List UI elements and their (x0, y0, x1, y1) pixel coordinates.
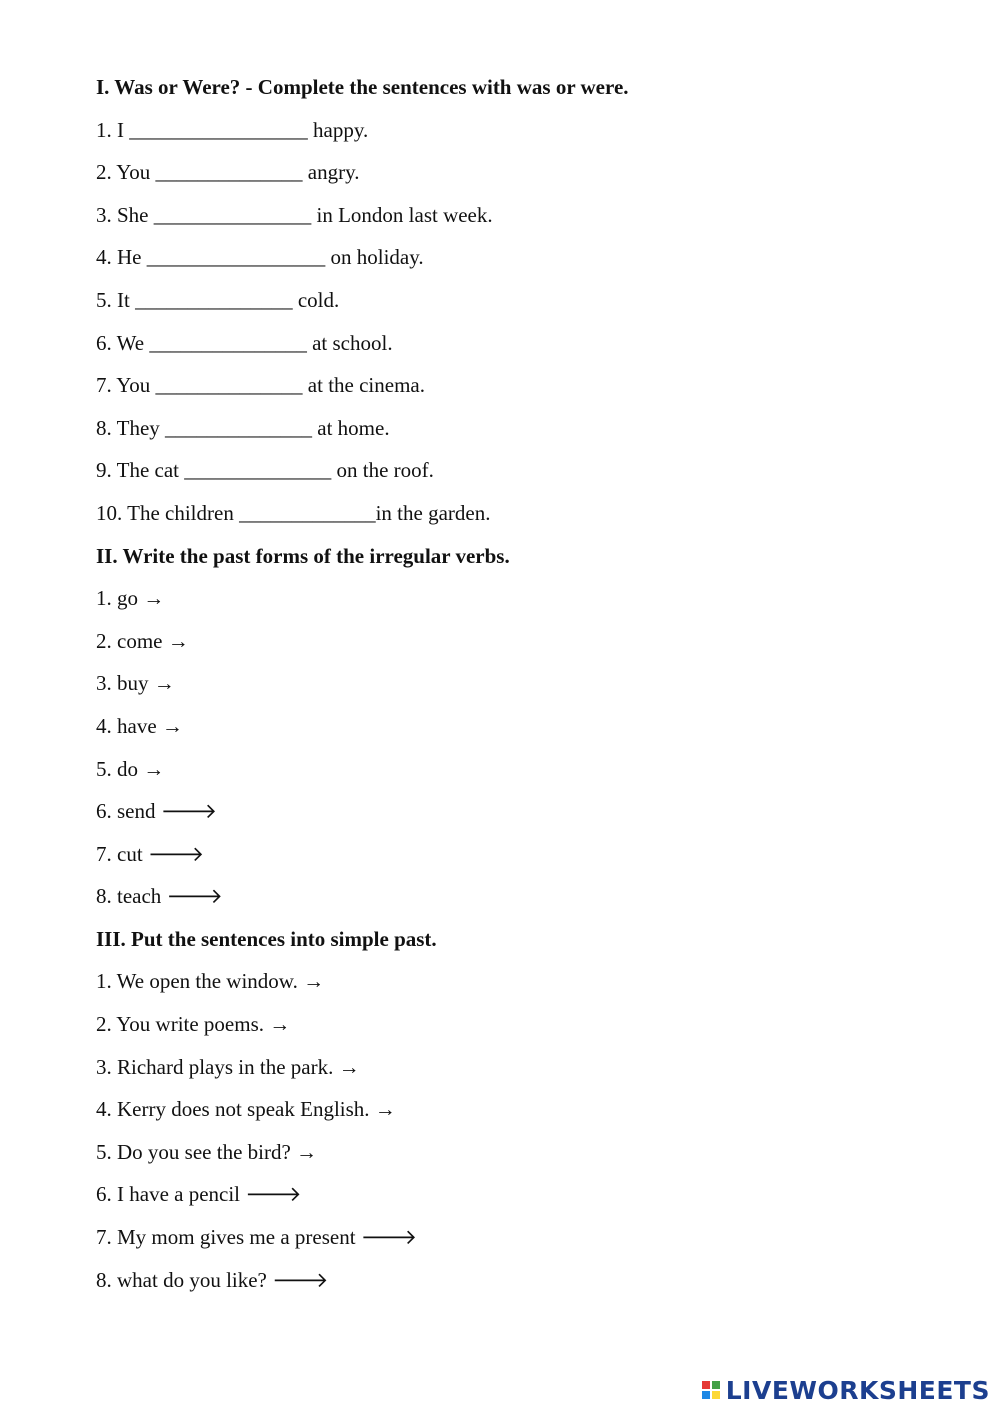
exercise-1-item-6 (96, 324, 956, 367)
answer-blank[interactable]: _______________ (149, 330, 307, 355)
item-text-before: 5. It (96, 287, 136, 312)
liveworksheets-logo (702, 1375, 990, 1405)
logo-block-green (712, 1381, 720, 1389)
answer-blank[interactable]: ______________ (155, 373, 303, 398)
item-text-after: happy. (307, 117, 369, 142)
verb-item-2: 2. come → (96, 628, 189, 653)
exercise-1-item-2 (96, 153, 956, 196)
logo-text: LIVEWORKSHEETS (725, 1375, 990, 1405)
item-text-before: 6. We (96, 330, 150, 355)
answer-blank[interactable]: ______________ (155, 160, 303, 185)
sentence-item-5: 5. Do you see the bird? → (96, 1139, 318, 1164)
item-text-after: at the cinema. (302, 373, 425, 398)
sentence-item-4: 4. Kerry does not speak English. → (96, 1097, 396, 1122)
logo-block-blue (702, 1391, 710, 1399)
exercise-1-item-3 (96, 196, 956, 239)
item-text-before: 1. I (96, 117, 130, 142)
section-2-heading: II. Write the past forms of the irregular verbs. (96, 543, 510, 568)
section-3-heading: III. Put the sentences into simple past. (96, 926, 437, 951)
verb-item-8: 8. teach 🡒 (96, 884, 223, 909)
item-text-after: on holiday. (325, 245, 424, 270)
item-text-before: 7. You (96, 373, 156, 398)
verb-item-1: 1. go → (96, 586, 165, 611)
item-text-after: on the roof. (331, 458, 434, 483)
exercise-1-item-8 (96, 409, 956, 452)
exercise-1-item-10 (96, 494, 956, 537)
item-text-after: in the garden. (375, 500, 491, 525)
exercise-1-item-4 (96, 238, 956, 281)
answer-blank[interactable]: _____________ (239, 500, 376, 525)
item-text-before: 4. He (96, 245, 147, 270)
answer-blank[interactable]: _________________ (146, 245, 326, 270)
answer-blank[interactable]: ______________ (184, 458, 332, 483)
sentence-item-8: 8. what do you like? 🡒 (96, 1267, 329, 1292)
sentence-item-2: 2. You write poems. → (96, 1012, 291, 1037)
sentence-item-6: 6. I have a pencil 🡒 (96, 1182, 302, 1207)
exercise-1-item-5 (96, 281, 956, 324)
worksheet (96, 68, 956, 1303)
item-text-after: at school. (306, 330, 393, 355)
item-text-after: cold. (292, 287, 340, 312)
exercise-1-item-7 (96, 366, 956, 409)
verb-item-4: 4. have → (96, 713, 183, 738)
answer-blank[interactable]: _________________ (129, 117, 308, 142)
sentence-item-7: 7. My mom gives me a present 🡒 (96, 1225, 418, 1250)
item-text-before: 2. You (96, 160, 156, 185)
section-1-heading: I. Was or Were? - Complete the sentences with was or were. (96, 75, 629, 99)
answer-blank[interactable]: _______________ (135, 287, 293, 312)
item-text-after: angry. (302, 160, 360, 185)
item-text-after: at home. (312, 415, 390, 440)
exercise-1-item-1 (96, 111, 956, 154)
verb-item-3: 3. buy → (96, 671, 175, 696)
verb-item-7: 7. cut 🡒 (96, 841, 205, 866)
sentence-item-3: 3. Richard plays in the park. → (96, 1054, 360, 1079)
logo-block-yellow (712, 1391, 720, 1399)
exercise-1-item-9 (96, 451, 956, 494)
answer-blank[interactable]: ______________ (165, 415, 313, 440)
item-text-after: in London last week. (311, 202, 493, 227)
item-text-before: 8. They (96, 415, 166, 440)
verb-item-5: 5. do → (96, 756, 165, 781)
logo-block-red (702, 1381, 710, 1389)
logo-blocks-icon (702, 1381, 720, 1399)
answer-blank[interactable]: _______________ (153, 202, 312, 227)
item-text-before: 10. The children (96, 500, 240, 525)
item-text-before: 3. She (96, 202, 154, 227)
item-text-before: 9. The cat (96, 458, 185, 483)
sentence-item-1: 1. We open the window. → (96, 969, 325, 994)
verb-item-6: 6. send 🡒 (96, 799, 218, 824)
